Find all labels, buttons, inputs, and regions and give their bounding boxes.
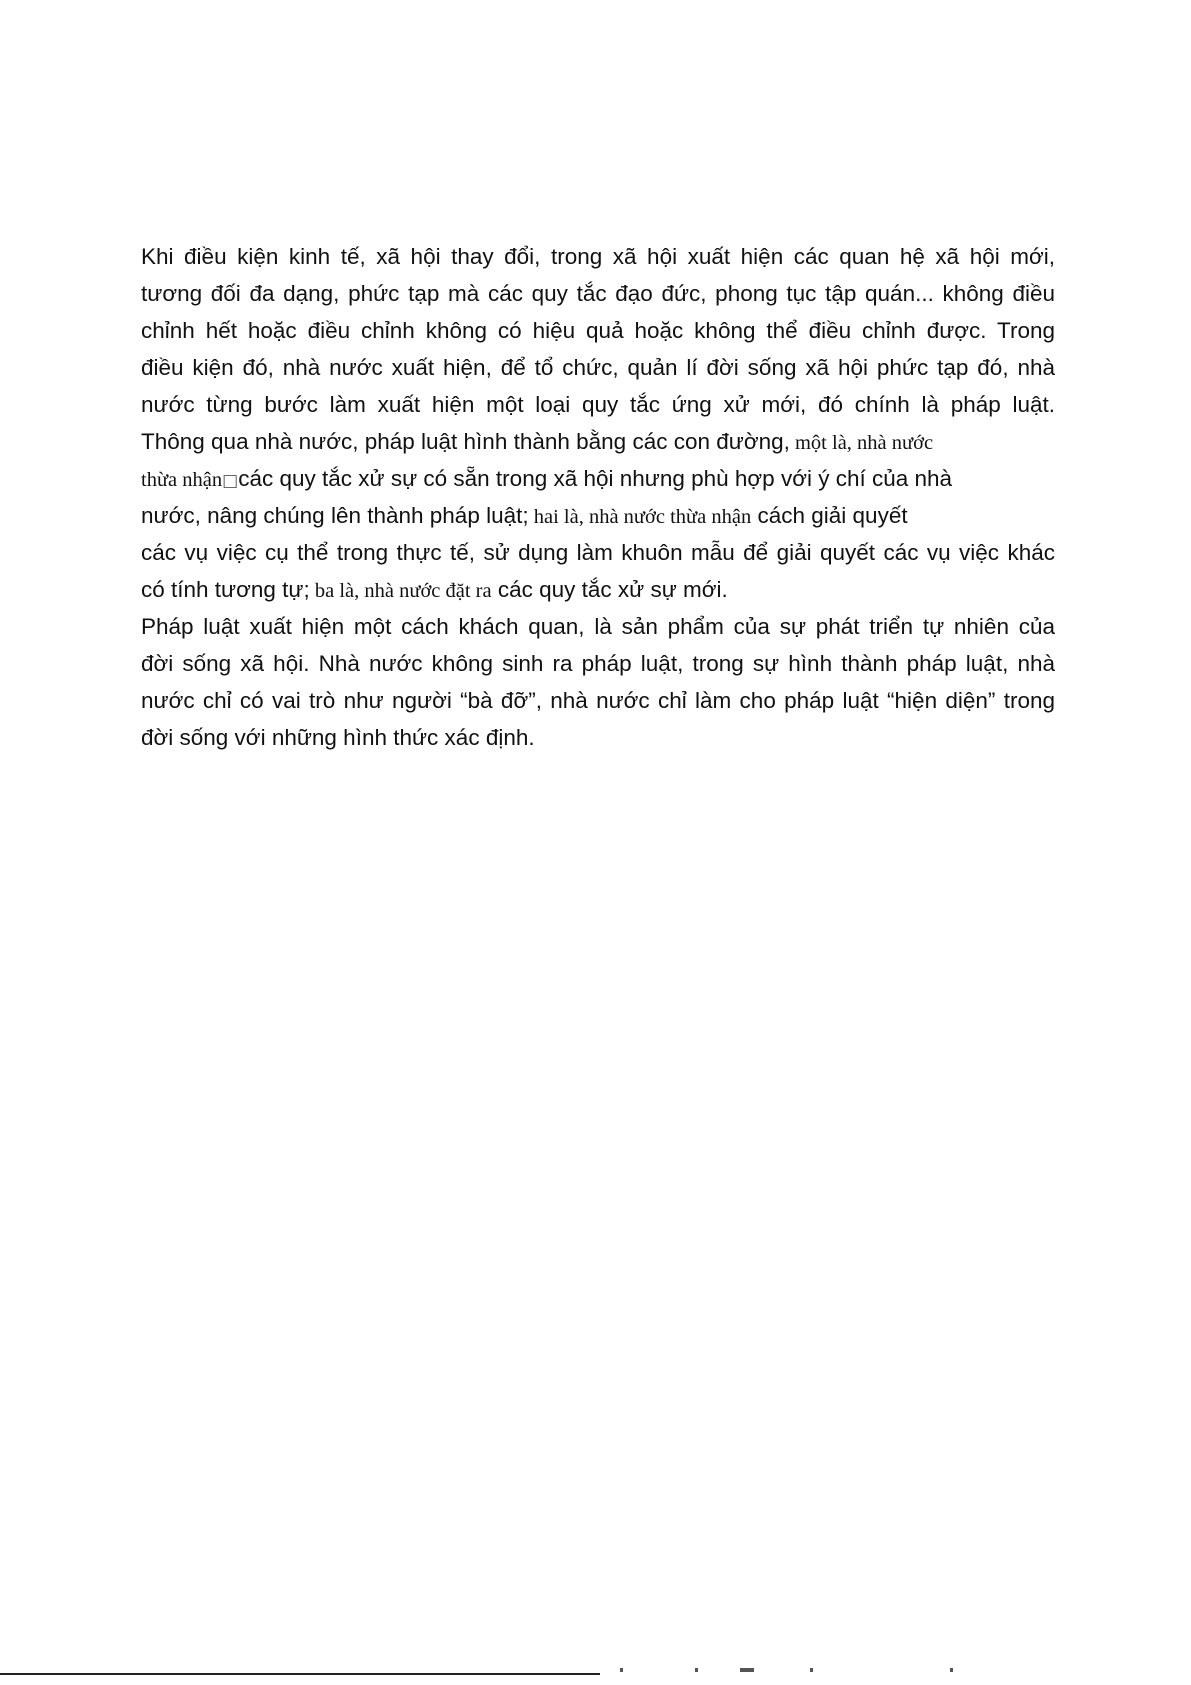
text-line-2	[141, 275, 1055, 312]
missing-glyph-box: □	[222, 471, 239, 491]
text-segment: các vụ việc cụ thể trong thực tế, sử dụng làm khuôn mẫu để giải quyết các vụ việc khác	[141, 540, 1055, 565]
text-line-7	[141, 460, 1055, 497]
text-segment: Khi điều kiện kinh tế, xã hội thay đổi, trong xã hội xuất hiện các quan hệ xã hội mới,	[141, 244, 1055, 269]
text-segment: Thông qua nhà nước, pháp luật hình thành bằng các con đường,	[141, 429, 790, 454]
text-segment: đời sống xã hội. Nhà nước không sinh ra pháp luật, trong sự hình thành pháp luật, nhà	[141, 651, 1055, 676]
text-line-14	[141, 719, 1055, 756]
text-segment: chỉnh hết hoặc điều chỉnh không có hiệu quả hoặc không thể điều chỉnh được. Trong	[141, 318, 1055, 343]
footer-cut-text-fragments	[600, 1668, 1000, 1685]
text-line-10	[141, 571, 1055, 608]
text-line-8	[141, 497, 1055, 534]
text-line-3	[141, 312, 1055, 349]
text-segment: nước chỉ có vai trò như người “bà đỡ”, nhà nước chỉ làm cho pháp luật “hiện diện” trong	[141, 688, 1055, 713]
text-segment-serif: hai là, nhà nước thừa nhận	[528, 506, 752, 528]
text-line-9	[141, 534, 1055, 571]
text-line-6	[141, 423, 1055, 460]
text-line-12	[141, 645, 1055, 682]
text-segment: có tính tương tự;	[141, 577, 310, 602]
text-segment-serif: thừa nhận	[141, 469, 223, 491]
text-segment: các quy tắc xử sự mới.	[491, 577, 728, 602]
text-line-11	[141, 608, 1055, 645]
text-segment-serif: một là, nhà nước	[789, 432, 934, 454]
text-line-4	[141, 349, 1055, 386]
text-segment: các quy tắc xử sự có sẵn trong xã hội nhưng phù hợp với ý chí của nhà	[238, 466, 953, 491]
text-line-13	[141, 682, 1055, 719]
text-segment: nước, nâng chúng lên thành pháp luật;	[141, 503, 529, 528]
footer-rule	[0, 1673, 600, 1675]
text-segment: điều kiện đó, nhà nước xuất hiện, để tổ chức, quản lí đời sống xã hội phức tạp đó, nhà	[141, 355, 1055, 380]
text-segment: cách giải quyết	[751, 503, 908, 528]
text-line-1	[141, 238, 1055, 275]
text-segment: tương đối đa dạng, phức tạp mà các quy tắc đạo đức, phong tục tập quán... không điều	[141, 281, 1055, 306]
text-segment-serif: ba là, nhà nước đặt ra	[309, 580, 492, 602]
text-segment: nước từng bước làm xuất hiện một loại quy tắc ứng xử mới, đó chính là pháp luật.	[141, 392, 1055, 417]
text-segment: Pháp luật xuất hiện một cách khách quan, là sản phẩm của sự phát triển tự nhiên của	[141, 614, 1055, 639]
text-line-5	[141, 386, 1055, 423]
text-segment: đời sống với những hình thức xác định.	[141, 725, 535, 750]
